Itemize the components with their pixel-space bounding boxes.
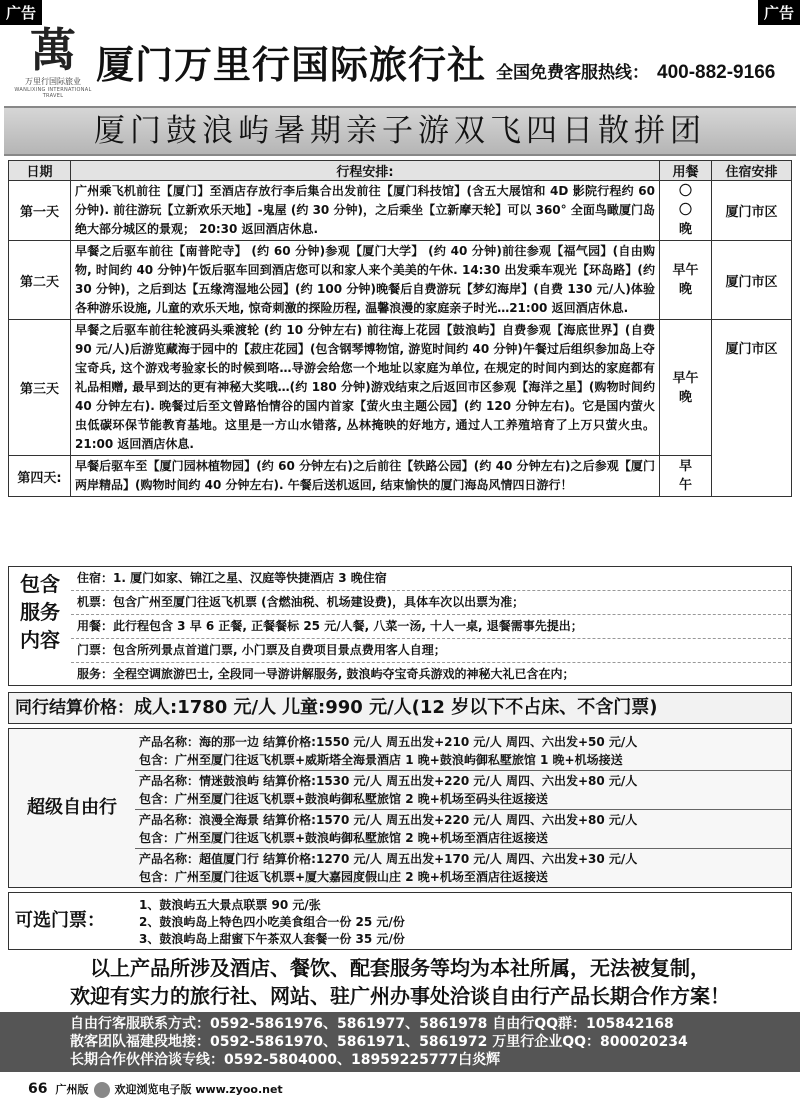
product-includes-line: 包含：广州至厦门往返飞机票+鼓浪屿御私墅旅馆 2 晚+机场至酒店往返接送 [139, 831, 548, 845]
ad-tag-right: 广告 [758, 0, 800, 25]
hotline [496, 58, 775, 84]
ad-tag-left: 广告 [0, 0, 42, 25]
optional-tickets [8, 892, 792, 950]
free-travel-label: 超级自由行 [27, 797, 117, 818]
header-meal: 用餐 [660, 161, 712, 181]
magazine-logo-icon [94, 1082, 110, 1098]
logo-mark-icon: 萬 [30, 23, 76, 77]
day-label: 第四天: [9, 456, 71, 497]
contact-line: 散客团队福建段地接：0592-5861970、5861971、5861972 万里行企业QQ：800020234 [70, 1034, 688, 1050]
statement-line: 欢迎有实力的旅行社、网站、驻广州办事处洽谈自由行产品长期合作方案！ [70, 984, 730, 1008]
optional-tickets-label: 可选门票： [15, 910, 105, 931]
service-flight: 机票：包含广州至厦门往返飞机票 (含燃油税、机场建设费)，具体车次以出票为准； [71, 591, 791, 615]
day-meals [660, 181, 712, 241]
logo-english-name: WANLIXING INTERNATIONAL TRAVEL [14, 87, 92, 99]
itinerary-row-day3 [9, 320, 792, 456]
tour-title: 厦门鼓浪屿暑期亲子游双飞四日散拼团 [4, 106, 796, 156]
free-travel-product [135, 732, 791, 771]
company-name: 厦门万里行国际旅行社 [96, 43, 487, 87]
product-includes-line: 包含：广州至厦门往返飞机票+鼓浪屿御私墅旅馆 2 晚+机场至码头往返接送 [139, 792, 548, 806]
label-line: 包含 [20, 572, 60, 596]
free-travel-section [8, 728, 792, 888]
day-stay: 厦门市区 [712, 181, 792, 241]
day-meals [660, 241, 712, 320]
peer-price [8, 692, 792, 724]
meal-item: 早 [678, 459, 692, 474]
optional-ticket-item: 3、鼓浪屿岛上甜蜜下午茶双人套餐一份 35 元/份 [139, 932, 405, 946]
company-logo [14, 23, 92, 100]
contact-line: 自由行客服联系方式：0592-5861976、5861977、5861978 自由行QQ群：105842168 [70, 1016, 674, 1032]
optional-tickets-list [139, 897, 791, 948]
service-tickets: 门票：包含所列景点首道门票, 小门票及自费项目景点费用客人自理； [71, 639, 791, 663]
header-stay: 住宿安排 [712, 161, 792, 181]
statement-line: 以上产品所涉及酒店、餐饮、配套服务等均为本社所属，无法被复制， [90, 956, 710, 980]
service-meals: 用餐：此行程包含 3 早 6 正餐, 正餐餐标 25 元/人餐, 八菜一汤, 十人一桌, 退餐需事先提出； [71, 615, 791, 639]
hotline-number: 400-882-9166 [657, 62, 776, 83]
product-includes-line: 包含：广州至厦门往返飞机票+厦大嘉园度假山庄 2 晚+机场至酒店往返接送 [139, 870, 548, 884]
hotline-label: 全国免费客服热线： [496, 63, 649, 83]
service-accommodation: 住宿：1. 厦门如家、锦江之星、汉庭等快捷酒店 3 晚住宿 [71, 567, 791, 591]
child-price: 儿童:990 元/人(12 岁以下不占床、不含门票) [282, 697, 658, 718]
meal-item: 晚 [678, 389, 692, 405]
free-travel-product [135, 849, 791, 887]
day-description: 广州乘飞机前往【厦门】至酒店存放行李后集合出发前往【厦门科技馆】(含五大展馆和 4D 影院行程约 60 分钟). 前往游玩【立新欢乐天地】-鬼屋 (约 30 分钟)，之后乘坐【立新摩天轮】可以 360° 全面鸟瞰厦门岛绝大部分城区的景观； 20:30 返回酒店休息. [71, 181, 660, 241]
cooperation-statement [0, 954, 800, 1010]
page-footer [0, 1078, 800, 1100]
label-line: 服务 [20, 600, 60, 624]
footer-text: 欢迎浏览电子版 www.zyoo.net [114, 1083, 283, 1096]
day-description: 早餐后驱车至【厦门园林植物园】(约 60 分钟左右)之后前往【铁路公园】(约 40 分钟左右)之后参观【厦门两岸精品】(购物时间约 40 分钟左右). 午餐后送机返回, 结束愉快的厦门海岛风情四日游行！ [71, 456, 660, 497]
itinerary-table [8, 160, 792, 497]
optional-ticket-item: 1、鼓浪屿五大景点联票 90 元/张 [139, 898, 321, 912]
product-price-line: 产品名称：情迷鼓浪屿 结算价格:1530 元/人 周五出发+220 元/人 周四、六出发+80 元/人 [139, 774, 638, 788]
meal-item: 午 [678, 478, 692, 493]
meal-item: 〇 [678, 184, 692, 199]
meal-item: 早午 [672, 370, 699, 386]
day-stay: 厦门市区 [712, 241, 792, 320]
day-label: 第二天 [9, 241, 71, 320]
itinerary-row-day2 [9, 241, 792, 320]
day-meals [660, 456, 712, 497]
service-guide: 服务：全程空调旅游巴士, 全段同一导游讲解服务, 鼓浪屿夺宝奇兵游戏的神秘大礼已含在内； [77, 667, 575, 681]
product-includes-line: 包含：广州至厦门往返飞机票+威斯塔全海景酒店 1 晚+鼓浪屿御私墅旅馆 1 晚+机场接送 [139, 753, 623, 767]
free-travel-product [135, 771, 791, 810]
included-services-list [71, 567, 791, 687]
included-services [8, 566, 792, 686]
product-price-line: 产品名称：超值厦门行 结算价格:1270 元/人 周五出发+170 元/人 周四、六出发+30 元/人 [139, 852, 638, 866]
itinerary-header-row [9, 161, 792, 181]
header-day: 日期 [9, 161, 71, 181]
product-price-line: 产品名称：浪漫全海景 结算价格:1570 元/人 周五出发+220 元/人 周四、六出发+80 元/人 [139, 813, 638, 827]
peer-price-label: 同行结算价格： [15, 698, 134, 718]
header [0, 20, 800, 102]
free-travel-products [135, 732, 791, 887]
day-meals [660, 320, 712, 456]
contact-box [0, 1012, 800, 1072]
contact-line: 长期合作伙伴洽谈专线：0592-5804000、18959225777白炎辉 [70, 1052, 501, 1068]
product-price-line: 产品名称：海的那一边 结算价格:1550 元/人 周五出发+210 元/人 周四、六出发+50 元/人 [139, 735, 638, 749]
logo-chinese-name: 万里行国际旅业 [25, 77, 81, 86]
included-services-label [9, 567, 71, 685]
meal-item: 晚 [678, 222, 692, 237]
meal-item: 〇 [678, 203, 692, 218]
meal-item: 晚 [678, 282, 692, 297]
page-number: 66 [28, 1081, 48, 1097]
itinerary-row-day1 [9, 181, 792, 241]
day-stay: 厦门市区 [712, 320, 792, 497]
day-description: 早餐之后驱车前往轮渡码头乘渡轮 (约 10 分钟左右) 前往海上花园【鼓浪屿】自费参观【海底世界】(自费 90 元/人)后游览藏海于园中的【菽庄花园】(包含钢琴博物馆, 游览时间约 40 分钟)午餐过后组织参加岛上夺宝奇兵, 这个游戏考验家长的时候到咯…导游会给您一个地址以家庭为单位, 在规定的时间内到达的家庭都有礼品相赠, 最早到达的更有神秘大奖哦…(约 180 分钟)游戏结束之后返回市区参观【海洋之星】(购物时间约 40 分钟左右). 晚餐过后至文曾路怡情谷的国内首家【萤火虫主题公园】(约 120 分钟左右)。它是国内萤火虫低碳环保节能教育基地。这里是一方山水错落, 丛林掩映的好地方, 通过人工养殖培育了上万只萤火虫。21:00 返回酒店休息. [71, 320, 660, 456]
adult-price: 成人:1780 元/人 [134, 697, 277, 718]
free-travel-product [135, 810, 791, 849]
itinerary-row-day4 [9, 456, 792, 497]
day-label: 第一天 [9, 181, 71, 241]
optional-ticket-item: 2、鼓浪屿岛上特色四小吃美食组合一份 25 元/份 [139, 915, 405, 929]
day-description: 早餐之后驱车前往【南普陀寺】 (约 60 分钟)参观【厦门大学】 (约 40 分钟)前往参观【福气园】(自由购物, 时间约 40 分钟)午饭后驱车回到酒店您可以和家人来个美美的午休. 14:30 出发乘车观光【环岛路】(约 30 分钟)，之后到达【五缘湾湿地公园】(约 100 分钟)晚餐后自费游玩【梦幻海岸】(自费 130 元/人)体验各种游乐设施, 儿童的欢乐天地, 惊奇刺激的探险历程, 温馨浪漫的家庭亲子时光…21:00 返回酒店休息. [71, 241, 660, 320]
magazine-edition: 广州版 [55, 1083, 89, 1096]
day-label: 第三天 [9, 320, 71, 456]
label-line: 内容 [20, 628, 60, 652]
meal-item: 早午 [672, 263, 699, 278]
header-schedule: 行程安排: [71, 161, 660, 181]
